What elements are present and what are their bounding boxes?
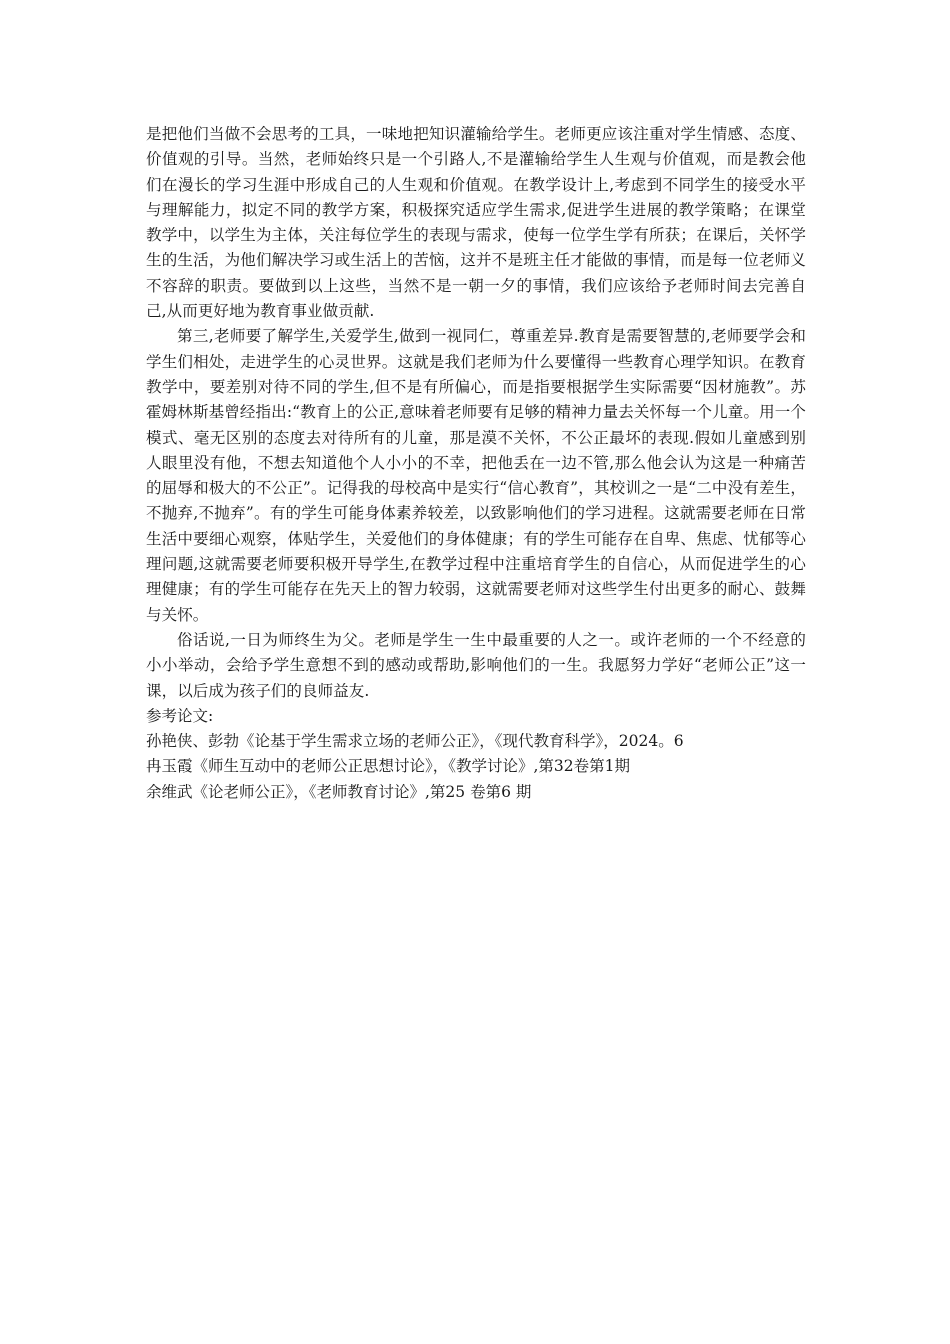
reference-item-1: 孙艳侠、彭勃《论基于学生需求立场的老师公正》，《现代教育科学》，2024。6 — [146, 732, 684, 751]
document-page — [146, 122, 806, 805]
reference-item-3: 余维武《论老师公正》，《老师教育讨论》,第25 卷第6 期 — [146, 782, 532, 801]
references-heading: 参考论文: — [146, 706, 214, 725]
paragraph-conclusion: 俗话说,一日为师终生为父。老师是学生一生中最重要的人之一。或许老师的一个不经意的小小举动，会给予学生意想不到的感动或帮助,影响他们的一生。我愿努力学好“老师公正”这一课，以后成为孩子们的良师益友. — [146, 630, 806, 700]
paragraph-continued: 是把他们当做不会思考的工具，一味地把知识灌输给学生。老师更应该注重对学生情感、态度、价值观的引导。当然，老师始终只是一个引路人,不是灌输给学生人生观与价值观，而是教会他们在漫长的学习生涯中形成自己的人生观和价值观。在教学设计上,考虑到不同学生的接受水平与理解能力，拟定不同的教学方案，积极探究适应学生需求,促进学生进展的教学策略；在课堂教学中，以学生为主体，关注每位学生的表现与需求，使每一位学生学有所获；在课后，关怀学生的生活，为他们解决学习或生活上的苦恼，这并不是班主任才能做的事情，而是每一位老师义不容辞的职责。要做到以上这些，当然不是一朝一夕的事情，我们应该给予老师时间去完善自己,从而更好地为教育事业做贡献. — [146, 125, 806, 321]
paragraph-third-point: 第三,老师要了解学生,关爱学生,做到一视同仁，尊重差异.教育是需要智慧的,老师要学会和学生们相处，走进学生的心灵世界。这就是我们老师为什么要懂得一些教育心理学知识。在教育教学中，要差别对待不同的学生,但不是有所偏心，而是指要根据学生实际需要“因材施教”。苏霍姆林斯基曾经指出:“教育上的公正,意味着老师要有足够的精神力量去关怀每一个儿童。用一个模式、毫无区别的态度去对待所有的儿童，那是漠不关怀，不公正最坏的表现.假如儿童感到别人眼里没有他，不想去知道他个人小小的不幸，把他丢在一边不管,那么他会认为这是一种痛苦的屈辱和极大的不公正”。记得我的母校高中是实行“信心教育”，其校训之一是“二中没有差生，不抛弃,不抛弃”。有的学生可能身体素养较差，以致影响他们的学习进程。这就需要老师在日常生活中要细心观察，体贴学生，关爱他们的身体健康；有的学生可能存在自卑、焦虑、忧郁等心理问题,这就需要老师要积极开导学生,在教学过程中注重培育学生的自信心，从而促进学生的心理健康；有的学生可能存在先天上的智力较弱，这就需要老师对这些学生付出更多的耐心、鼓舞与关怀。 — [146, 327, 806, 624]
reference-item-2: 冉玉霞《师生互动中的老师公正思想讨论》，《教学讨论》,第32卷第1期 — [146, 757, 631, 776]
